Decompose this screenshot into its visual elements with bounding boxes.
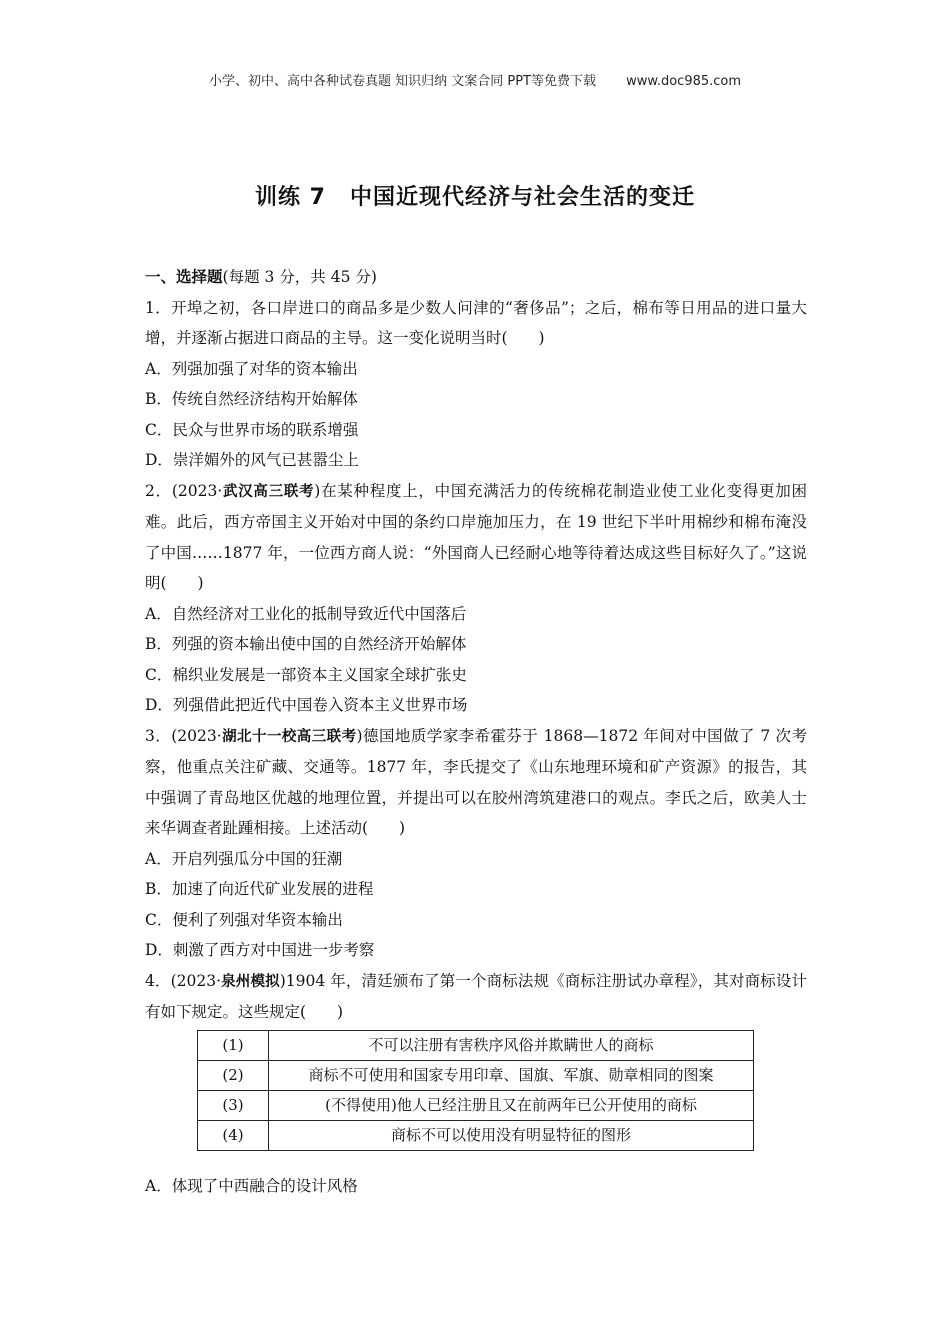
option-b: B．加速了向近代矿业发展的进程 [145,880,374,898]
question-source: 湖北十一校高三联考 [221,728,357,745]
question-text: 1904 年，清廷颁布了第一个商标法规《商标注册试办章程》，其对商标设计有如下规定。这些规定( ) [145,971,807,1021]
question-number: 3． [145,726,172,745]
table-cell-number: (2) [198,1060,269,1090]
table-cell-rule: 商标不可使用和国家专用印章、国旗、军旗、勋章相同的图案 [269,1060,754,1090]
title-part1: 训练 7 [255,185,326,210]
option-b: B．列强的资本输出使中国的自然经济开始解体 [145,635,467,653]
question-source: 泉州模拟 [221,973,280,990]
option-b: B．传统自然经济结构开始解体 [145,390,358,408]
section-heading [145,262,807,293]
header-text: 小学、初中、高中各种试卷真题 知识归纳 文案合同 PPT等免费下载 [208,74,596,89]
option-a: A．体现了中西融合的设计风格 [145,1176,358,1195]
option-d: D．崇洋媚外的风气已甚嚣尘上 [145,451,359,469]
source-suffix: ) [314,481,321,500]
table-row [198,1090,754,1120]
header-site-url[interactable]: www.doc985.com [626,74,742,89]
question-stem [145,966,807,1028]
page-title [0,180,950,211]
section-note: (每题 3 分，共 45 分) [222,268,377,286]
source-suffix: ) [356,726,363,745]
table-cell-rule: 不可以注册有害秩序风俗并欺瞒世人的商标 [269,1030,754,1060]
title-part2: 中国近现代经济与社会生活的变迁 [349,185,695,210]
source-prefix: (2023· [171,481,223,500]
table-row [198,1060,754,1090]
question-stem [145,721,807,844]
option-c: C．民众与世界市场的联系增强 [145,420,359,439]
table-cell-rule: 商标不可以使用没有明显特征的图形 [269,1120,754,1150]
question-stem [145,293,807,354]
source-suffix: ) [279,971,286,990]
option-a: A．列强加强了对华的资本输出 [145,359,358,378]
question-number: 2． [145,481,172,500]
option-a: A．开启列强瓜分中国的狂潮 [145,849,343,868]
question-number: 4． [145,971,171,990]
table-row [198,1120,754,1150]
question-1 [145,293,807,476]
question-number: 1． [145,298,172,317]
question-text: 开埠之初，各口岸进口的商品多是少数人问津的“奢侈品”；之后，棉布等日用品的进口量大增，并逐渐占据进口商品的主导。这一变化说明当时( ) [145,298,807,347]
question-2 [145,476,807,721]
question-source: 武汉高三联考 [222,483,315,500]
table-cell-number: (1) [198,1030,269,1060]
question-stem [145,476,807,599]
page-header [0,70,950,89]
table-cell-rule: (不得使用)他人已经注册且又在前两年已公开使用的商标 [269,1090,754,1120]
question-4 [145,966,807,1202]
source-prefix: (2023· [171,726,222,745]
question-3 [145,721,807,966]
trademark-rules-table [197,1030,754,1151]
option-d: D．列强借此把近代中国卷入资本主义世界市场 [145,696,468,714]
option-c: C．便利了列强对华资本输出 [145,910,343,929]
section-label: 一、选择题 [145,268,223,286]
option-a: A．自然经济对工业化的抵制导致近代中国落后 [145,604,467,623]
table-cell-number: (4) [198,1120,269,1150]
table-cell-number: (3) [198,1090,269,1120]
option-c: C．棉织业发展是一部资本主义国家全球扩张史 [145,665,467,684]
question-content [145,262,807,1201]
option-d: D．刺激了西方对中国进一步考察 [145,941,375,959]
question-text: 德国地质学家李希霍芬于 1868—1872 年间对中国做了 7 次考察，他重点关注矿藏、交通等。1877 年，李氏提交了《山东地理环境和矿产资源》的报告，其中强调了青岛地区优越的地理位置，并提出可以在胶州湾筑建港口的观点。李氏之后，欧美人士来华调查者趾踵相接。上述活动( ) [145,726,807,837]
question-text: 在某种程度上，中国充满活力的传统棉花制造业使工业化变得更加困难。此后，西方帝国主义开始对中国的条约口岸施加压力，在 19 世纪下半叶用棉纱和棉布淹没了中国……1877 年，一位西方商人说：“外国商人已经耐心地等待着达成这些目标好久了。”这说明( ) [145,481,807,592]
table-row [198,1030,754,1060]
source-prefix: (2023· [170,971,222,990]
